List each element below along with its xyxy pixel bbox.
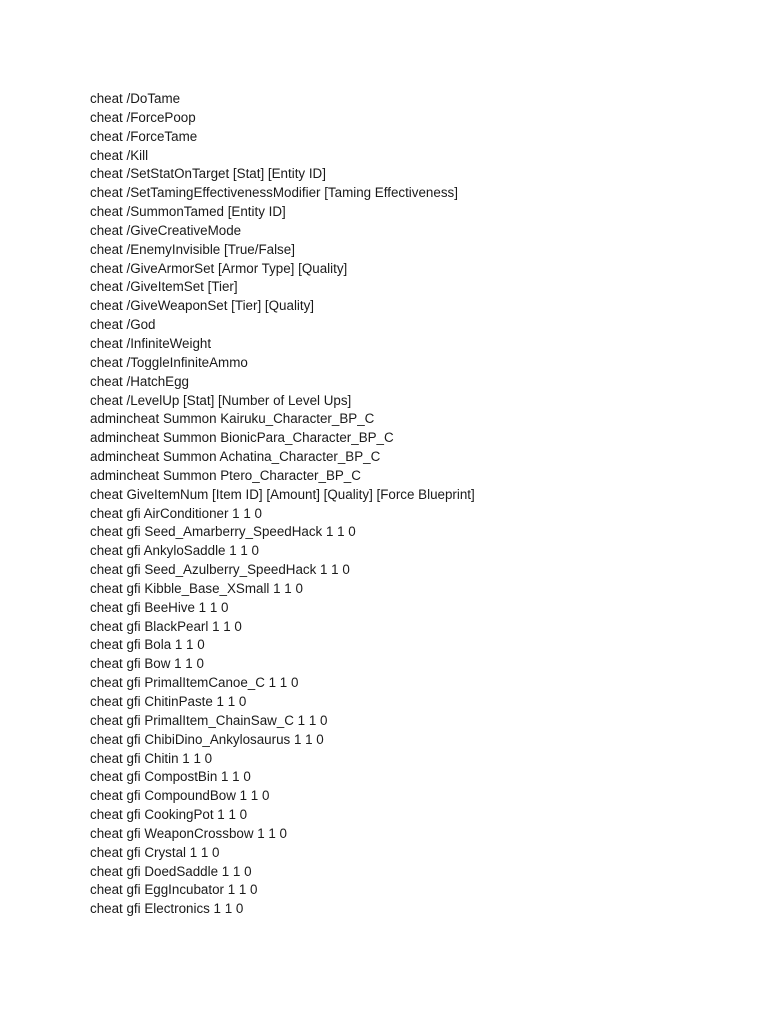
command-line: cheat gfi ChibiDino_Ankylosaurus 1 1 0 xyxy=(90,731,324,747)
command-line: cheat gfi Seed_Amarberry_SpeedHack 1 1 0 xyxy=(90,524,356,540)
command-line: cheat gfi Electronics 1 1 0 xyxy=(90,901,244,917)
command-line: cheat gfi AnkyloSaddle 1 1 0 xyxy=(90,543,259,559)
command-line: cheat /GiveArmorSet [Armor Type] [Quality] xyxy=(90,260,348,276)
command-line: admincheat Summon Kairuku_Character_BP_C xyxy=(90,411,375,427)
command-line: cheat gfi AirConditioner 1 1 0 xyxy=(90,505,262,521)
command-line: cheat gfi ChitinPaste 1 1 0 xyxy=(90,694,247,709)
command-line: cheat gfi Bola 1 1 0 xyxy=(90,637,205,653)
command-line: cheat /ForcePoop xyxy=(90,109,196,125)
command-line: cheat /SetTamingEffectivenessModifier [Taming Effectiveness] xyxy=(90,185,458,201)
command-line: cheat /GiveWeaponSet [Tier] [Quality] xyxy=(90,298,315,314)
command-line: cheat gfi EggIncubator 1 1 0 xyxy=(90,882,258,898)
command-line: cheat gfi BlackPearl 1 1 0 xyxy=(90,618,242,634)
command-line: cheat /Kill xyxy=(90,147,149,163)
command-line: cheat gfi DoedSaddle 1 1 0 xyxy=(90,863,252,879)
command-line: cheat /God xyxy=(90,317,156,333)
command-line: cheat gfi CompostBin 1 1 0 xyxy=(90,769,251,785)
command-line: admincheat Summon Ptero_Character_BP_C xyxy=(90,467,361,483)
command-line: cheat gfi Kibble_Base_XSmall 1 1 0 xyxy=(90,580,303,596)
command-list xyxy=(90,90,475,919)
command-line: cheat /GiveCreativeMode xyxy=(90,222,242,238)
command-line: cheat gfi PrimalItemCanoe_C 1 1 0 xyxy=(90,675,299,691)
command-line: cheat gfi Chitin 1 1 0 xyxy=(90,750,213,766)
command-line: cheat /EnemyInvisible [True/False] xyxy=(90,241,295,257)
command-line: cheat /InfiniteWeight xyxy=(90,335,212,351)
command-line: admincheat Summon BionicPara_Character_BP_C xyxy=(90,430,394,446)
command-line: cheat gfi CookingPot 1 1 0 xyxy=(90,807,248,823)
command-line: cheat /ForceTame xyxy=(90,128,198,144)
command-line: cheat /ToggleInfiniteAmmo xyxy=(90,354,248,370)
command-line: cheat /SetStatOnTarget [Stat] [Entity ID] xyxy=(90,166,326,182)
command-line: cheat gfi Seed_Azulberry_SpeedHack 1 1 0 xyxy=(90,562,350,578)
command-line: cheat /LevelUp [Stat] [Number of Level Ups] xyxy=(90,392,352,408)
command-line: cheat /GiveItemSet [Tier] xyxy=(90,279,238,295)
command-line: cheat gfi Crystal 1 1 0 xyxy=(90,844,220,860)
command-line: cheat GiveItemNum [Item ID] [Amount] [Quality] [Force Blueprint] xyxy=(90,486,475,502)
command-line: cheat gfi BeeHive 1 1 0 xyxy=(90,599,229,615)
command-line: cheat gfi WeaponCrossbow 1 1 0 xyxy=(90,825,288,841)
command-line: cheat gfi PrimalItem_ChainSaw_C 1 1 0 xyxy=(90,712,328,728)
command-line: cheat gfi Bow 1 1 0 xyxy=(90,656,204,672)
command-line: cheat gfi CompoundBow 1 1 0 xyxy=(90,788,270,804)
command-line: cheat /SummonTamed [Entity ID] xyxy=(90,204,286,220)
command-line: cheat /HatchEgg xyxy=(90,373,190,389)
command-line: cheat /DoTame xyxy=(90,91,181,106)
command-line: admincheat Summon Achatina_Character_BP_C xyxy=(90,449,381,465)
